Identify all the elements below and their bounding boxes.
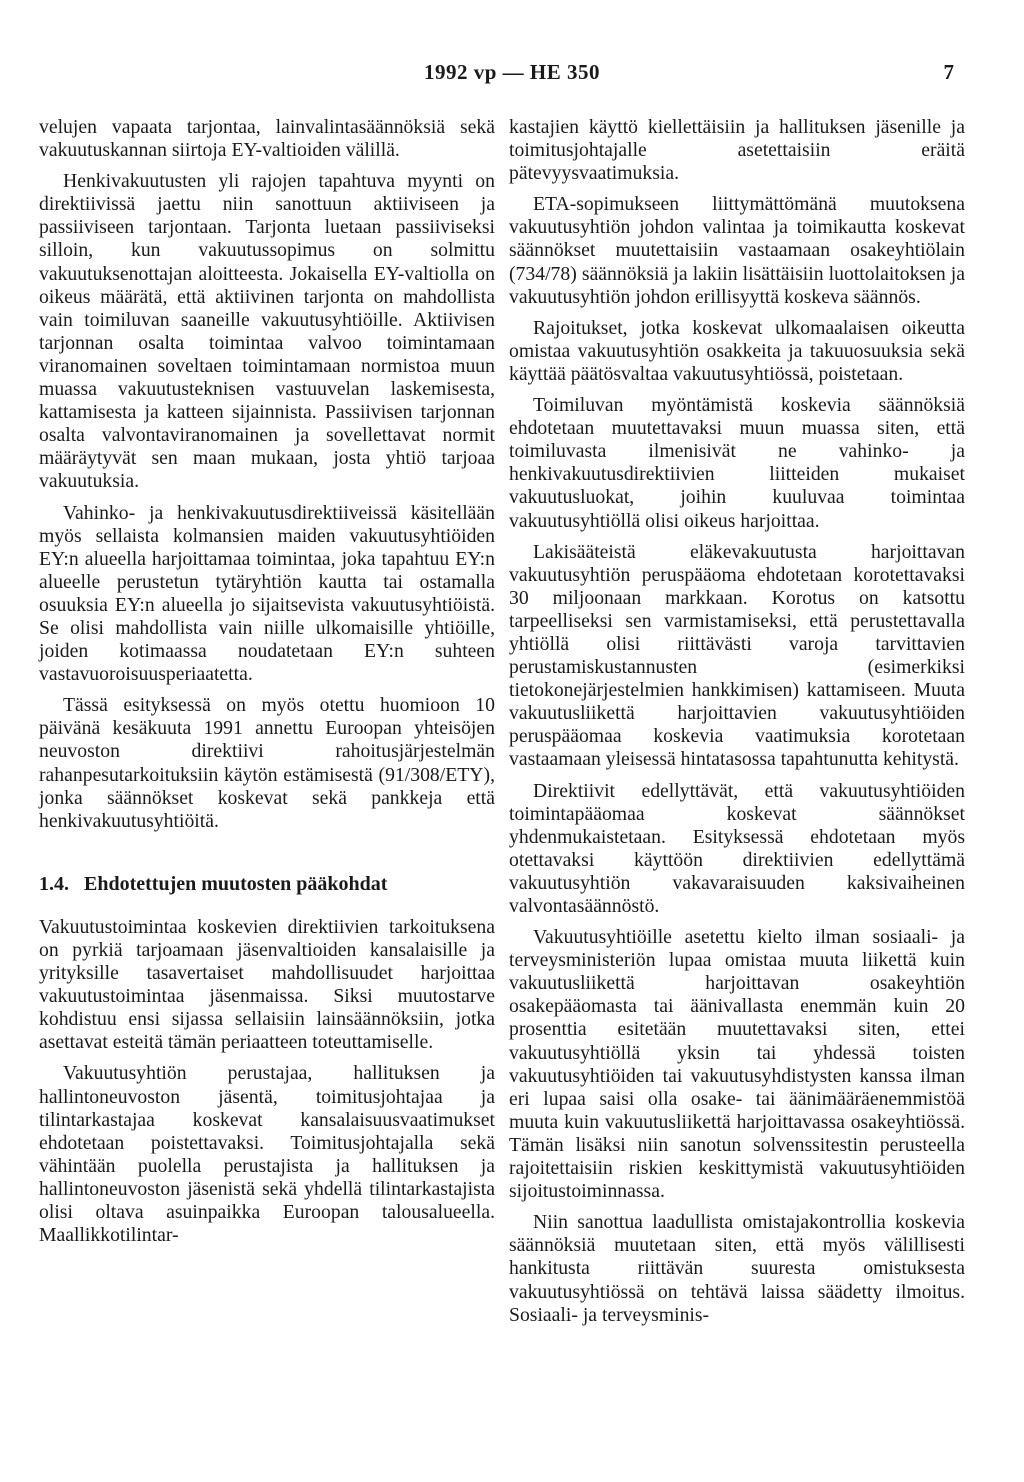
right-column: [509, 116, 965, 1335]
paragraph: ETA-sopimukseen liittymättömänä muutoksena vakuutusyhtiön johdon valintaa ja toimikautta koskevat säännökset muutettaisiin vastaamaan osakeyhtiölain (734/78) säännöksiä ja lakiin lisättäisiin luottolaitoksen ja vakuutusyhtiön johdon erillisyyttä koskeva säännös.: [509, 193, 965, 308]
paragraph: Vakuutusyhtiön perustajaa, hallituksen ja hallintoneuvoston jäsentä, toimitusjohtajaa ja tilintarkastajaa koskevat kansalaisuusvaatimukset ehdotetaan poistettavaksi. Toimitusjohtajalla sekä vähintään puolella perustajista ja hallituksen ja hallintoneuvoston jäsenistä sekä yhdellä tilintarkastajista olisi oltava asuinpaikka Euroopan talousalueella. Maallikkotilintar-: [39, 1062, 495, 1247]
paragraph: kastajien käyttö kiellettäisiin ja hallituksen jäsenille ja toimitusjohtajalle asetettaisiin eräitä pätevyysvaatimuksia.: [509, 116, 965, 185]
page-number: 7: [943, 60, 954, 84]
paragraph: Lakisääteistä eläkevakuutusta harjoittavan vakuutusyhtiön peruspääoma ehdotetaan korotettavaksi 30 miljoonaan markkaan. Korotus on katsottu tarpeelliseksi sen varmistamiseksi, että perustettavalla yhtiöllä olisi riittävästi varoja tarvittavien perustamiskustannusten (esimerkiksi tietokonejärjestelmien hankkimisen) kattamiseen. Muuta vakuutusliikettä harjoittavien vakuutusyhtiöiden peruspääomaa koskevia vaatimuksia korotetaan vastaamaan yleisessä hintatasossa tapahtunutta kehitystä.: [509, 540, 965, 771]
paragraph: Vakuutusyhtiöille asetettu kielto ilman sosiaali- ja terveysministeriön lupaa omistaa muuta liikettä kuin vakuutusliikettä harjoittavan osakeyhtiön osakepääomasta tai äänivallasta enemmän kuin 20 prosenttia esitetään muutettavaksi siten, ettei vakuutusyhtiöllä yksin tai yhdessä toisten vakuutusyhtiöiden tai vakuutusyhdistysten kanssa ilman eri lupaa saisi olla osake- tai äänimääräenemmistöä muuta kuin vakuutusliikettä harjoittavassa osakeyhtiössä. Tämän lisäksi niin sanotun solvenssitestin perusteella rajoitettaisiin riskien keskittymistä vakuutusyhtiöiden sijoitustoiminnassa.: [509, 926, 965, 1203]
running-header: 1992 vp — HE 350: [423, 60, 601, 84]
paragraph: Vahinko- ja henkivakuutusdirektiiveissä käsitellään myös sellaista kolmansien maiden vakuutusyhtiöiden EY:n alueella harjoittamaa toimintaa, joka tapahtuu EY:n alueelle perustetun tytäryhtiön kautta tai ostamalla osuuksia EY:n alueella jo sijaitsevista vakuutusyhtiöistä. Se olisi mahdollista vain niille ulkomaisille yhtiöille, joiden kotimaassa noudatetaan EY:n suhteen vastavuoroisuusperiaatetta.: [39, 501, 495, 686]
paragraph: Rajoitukset, jotka koskevat ulkomaalaisen oikeutta omistaa vakuutusyhtiön osakkeita ja takuuosuuksia sekä käyttää päätösvaltaa vakuutusyhtiössä, poistetaan.: [509, 316, 965, 385]
paragraph: velujen vapaata tarjontaa, lainvalintasäännöksiä sekä vakuutuskannan siirtoja EY-valtioiden välillä.: [39, 116, 495, 162]
paragraph: Henkivakuutusten yli rajojen tapahtuva myynti on direktiivissä jaettu niin sanottuun aktiiviseen ja passiiviseen tarjontaan. Tarjonta luetaan passiiviseksi silloin, kun vakuutussopimus on solmittu vakuutuksenottajan aloitteesta. Jokaisella EY-valtiolla on oikeus määrätä, että aktiivinen tarjonta on mahdollista vain toimiluvan saaneille vakuutusyhtiöille. Aktiivisen tarjonnan osalta toimintaa valvoo toimintamaan viranomainen soveltaen toimintamaan normistoa muun muassa vakuutusteknisen vastuuvelan laskemisesta, kattamisesta ja katteen sijainnista. Passiivisen tarjonnan osalta valvontaviranomainen ja sovellettavat normit määräytyvät sen maan mukaan, josta yhtiö tarjoaa vakuutuksia.: [39, 170, 495, 493]
section-number: 1.4.: [39, 872, 69, 895]
left-column: [39, 116, 495, 1255]
section-heading: [39, 873, 495, 896]
paragraph: Toimiluvan myöntämistä koskevia säännöksiä ehdotetaan muutettavaksi muun muassa siten, että toimiluvasta ilmenisivät ne vahinko- ja henkivakuutusdirektiivien liitteiden mukaiset vakuutusluokat, joihin kuuluvaa toimintaa vakuutusyhtiöllä olisi oikeus harjoittaa.: [509, 394, 965, 532]
section-title: Ehdotettujen muutosten pääkohdat: [84, 872, 388, 895]
paragraph: Tässä esityksessä on myös otettu huomioon 10 päivänä kesäkuuta 1991 annettu Euroopan yhteisöjen neuvoston direktiivi rahoitusjärjestelmän rahanpesutarkoituksiin käytön estämisestä (91/308/ETY), jonka säännökset koskevat sekä pankkeja että henkivakuutusyhtiöitä.: [39, 694, 495, 832]
paragraph: Direktiivit edellyttävät, että vakuutusyhtiöiden toimintapääomaa koskevat säännökset yhdenmukaistetaan. Esityksessä ehdotetaan myös otettavaksi käyttöön direktiivien edellyttämä vakuutusyhtiön vakavaraisuuden kaksivaiheinen valvontasäännöstö.: [509, 779, 965, 917]
paragraph: Vakuutustoimintaa koskevien direktiivien tarkoituksena on pyrkiä tarjoamaan jäsenvaltioiden kansalaisille ja yrityksille tasavertaiset mahdollisuudet harjoittaa vakuutustoimintaa jäsenmaissa. Siksi muutostarve kohdistuu ensi sijassa sellaisiin lainsäännöksiin, jotka asettavat esteitä tämän periaatteen toteuttamiselle.: [39, 915, 495, 1054]
page-header: [0, 60, 1024, 90]
paragraph: Niin sanottua laadullista omistajakontrollia koskevia säännöksiä muutetaan siten, että myös välillisesti hankitusta riittävän suuresta omistuksesta vakuutusyhtiössä on tehtävä laissa säädetty ilmoitus. Sosiaali- ja terveysminis-: [509, 1211, 965, 1326]
